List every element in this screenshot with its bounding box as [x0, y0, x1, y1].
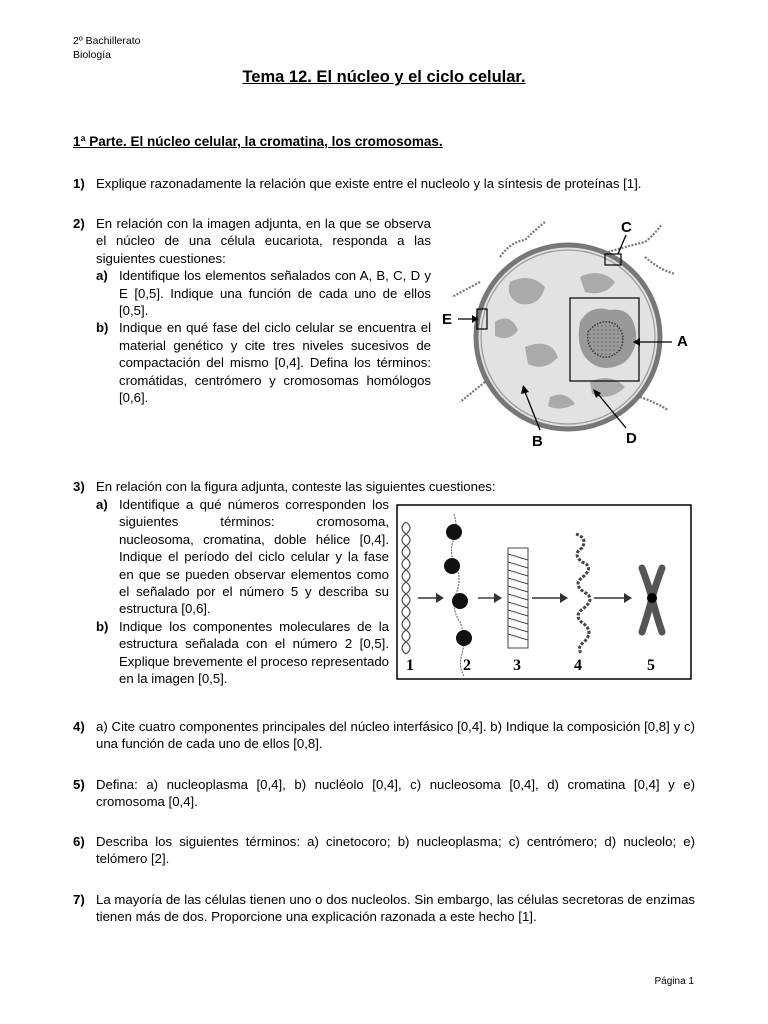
label-e: E: [442, 311, 453, 328]
sub-question-b: [96, 319, 431, 406]
er-strand: [452, 282, 480, 297]
question-1: [73, 175, 695, 192]
question-number: 3): [73, 479, 85, 494]
sub-letter: b): [96, 320, 109, 336]
label-3: 3: [513, 657, 521, 674]
question-3-subs: [73, 496, 389, 687]
label-5: 5: [647, 657, 655, 674]
label-b: B: [532, 433, 543, 450]
er-strand: [608, 224, 662, 252]
er-strand: [640, 397, 668, 410]
label-c: C: [621, 219, 632, 236]
question-5: [73, 776, 695, 811]
question-number: 5): [73, 777, 85, 792]
page-title: Tema 12. El núcleo y el ciclo celular.: [242, 68, 526, 86]
sub-letter: a): [96, 497, 108, 512]
question-text: En relación con la figura adjunta, conteste las siguientes cuestiones:: [96, 479, 496, 494]
label-4: 4: [574, 657, 582, 674]
label-a: A: [677, 333, 688, 350]
question-2: [73, 215, 431, 406]
page-header: [73, 34, 140, 62]
section-title: 1ª Parte. El núcleo celular, la cromatina, los cromosomas.: [73, 134, 443, 149]
er-strand: [460, 382, 485, 402]
question-text: Defina: a) nucleoplasma [0,4], b) nucléolo [0,4], c) nucleosoma [0,4], d) cromatina [0,4] y e) cromosoma [0,4].: [96, 777, 695, 810]
sub-question-a: [96, 267, 431, 319]
question-text: En relación con la imagen adjunta, en la que se observa el núcleo de una célula eucariota, responda a las siguientes cuestiones:: [96, 216, 431, 266]
sub-question-b: [96, 618, 389, 688]
label-1: 1: [406, 657, 414, 674]
sub-text: Identifique a qué números corresponden los siguientes términos: cromosoma, nucleosoma, cromatina, doble hélice [0,4]. Indique el período del ciclo celular y la fase en que se pueden observar elementos como el señalado por el número 5 y describa su estructura [0,6].: [119, 497, 389, 617]
sub-text: Indique en qué fase del ciclo celular se encuentra el material genético y cite tres niveles sucesivos de compactación del mismo [0,4]. Defina los términos: cromátidas, centrómero y cromosomas homólogos [0,6].: [119, 320, 431, 406]
chromatin-figure: [396, 504, 692, 680]
question-number: 4): [73, 719, 85, 734]
question-6: [73, 833, 695, 868]
question-text: Describa los siguientes términos: a) cinetocoro; b) nucleoplasma; c) centrómero; d) nucleolo; e) telómero [2].: [96, 834, 695, 867]
question-text: La mayoría de las células tienen uno o dos nucleolos. Sin embargo, las células secretoras de enzimas tienen más de dos. Proporcione una explicación razonada a este hecho [1].: [96, 892, 695, 925]
question-7: [73, 891, 695, 926]
question-number: 6): [73, 834, 85, 849]
nucleus-figure: [440, 212, 695, 452]
sub-text: Indique los componentes moleculares de la estructura señalada con el número 2 [0,5]. Explique brevemente el proceso representado en la imagen [0,5].: [119, 618, 389, 687]
question-text: Explique razonadamente la relación que existe entre el nucleolo y la síntesis de proteínas [1].: [96, 176, 642, 191]
question-number: 2): [73, 216, 85, 231]
subject: Biología: [73, 49, 111, 61]
question-text: a) Cite cuatro componentes principales del núcleo interfásico [0,4]. b) Indique la composición [0,8] y c) una función de cada uno de ellos [0,8].: [96, 719, 695, 752]
question-3: [73, 478, 693, 495]
stage-3-chromatin-fiber: [508, 548, 528, 648]
question-number: 1): [73, 176, 85, 191]
question-number: 7): [73, 892, 85, 907]
question-4: [73, 718, 695, 753]
sub-question-a: [96, 496, 389, 618]
label-2: 2: [463, 657, 471, 674]
sub-letter: a): [96, 268, 108, 284]
pointer-c: [618, 235, 626, 254]
sub-text: Identifique los elementos señalados con A, B, C, D y E [0,5]. Indique una función de cada uno de ellos [0,5].: [119, 268, 431, 319]
sub-letter: b): [96, 618, 109, 634]
label-d: D: [626, 430, 637, 447]
er-strand: [645, 257, 675, 274]
page-number: Página 1: [654, 976, 694, 987]
course-level: 2º Bachillerato: [73, 35, 141, 47]
